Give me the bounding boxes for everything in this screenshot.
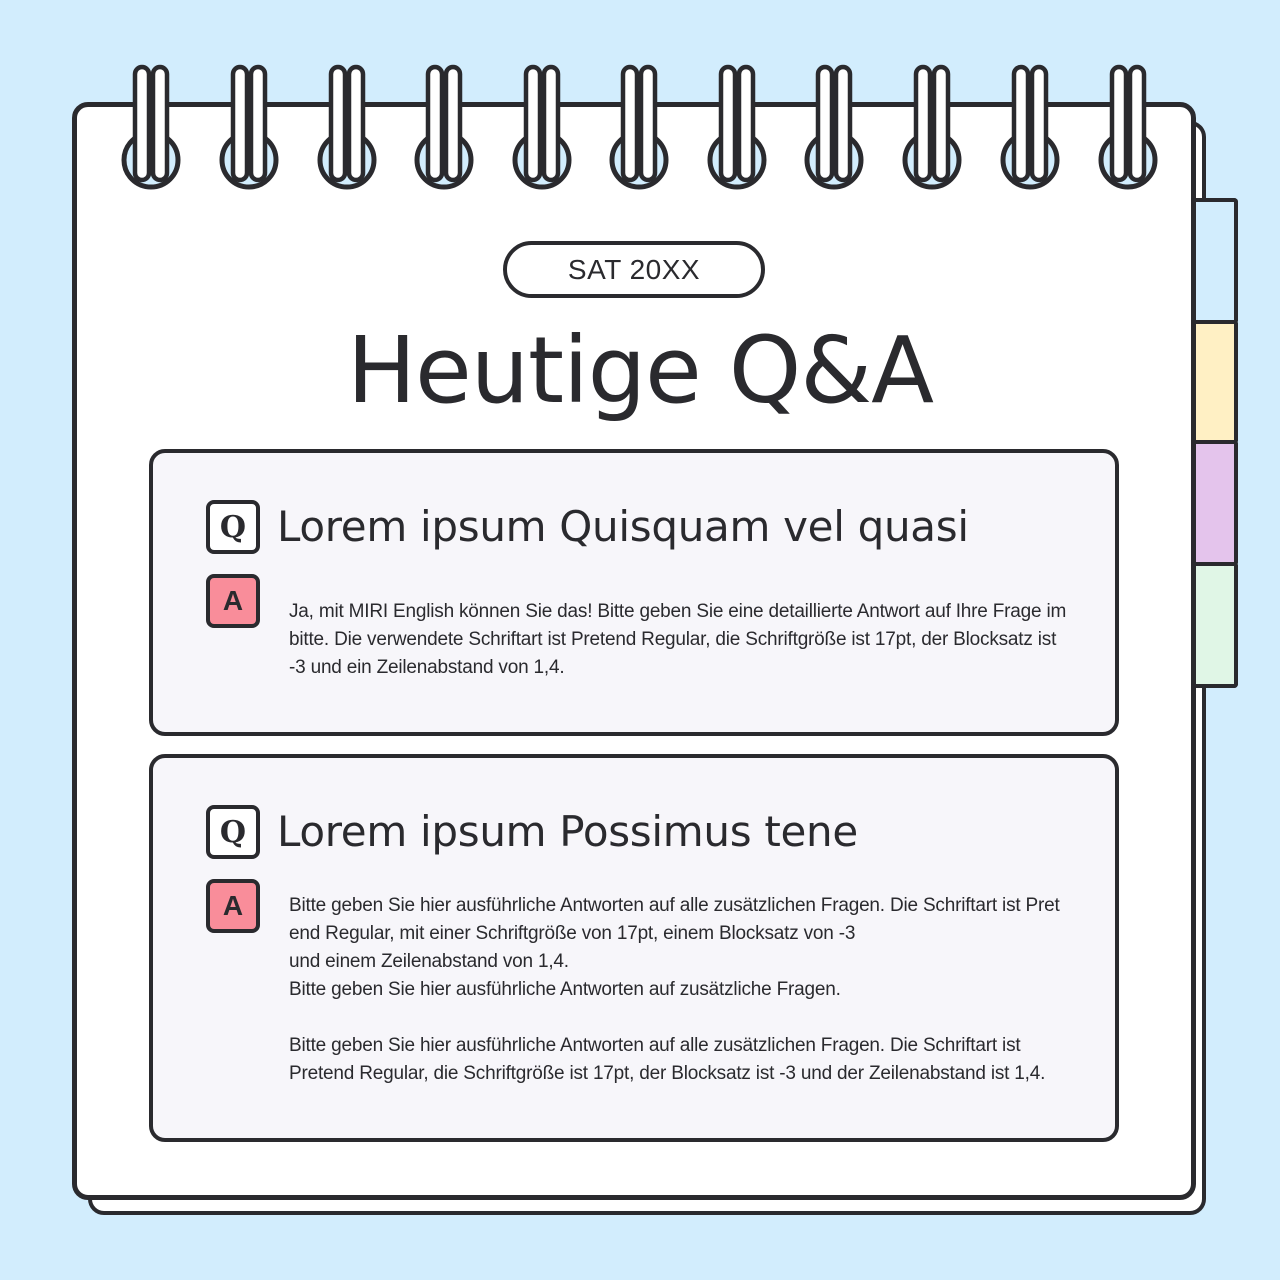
- index-tab-purple[interactable]: [1190, 440, 1238, 566]
- qa-card-1: [149, 449, 1119, 736]
- index-tab-green[interactable]: [1190, 562, 1238, 688]
- question-text: Lorem ipsum Quisquam vel quasi: [277, 502, 969, 551]
- answer-line: Bitte geben Sie hier ausführliche Antworten auf alle zusätzlichen Fragen. Die Schriftart ist Pret: [289, 895, 1060, 916]
- answer-badge: A: [206, 574, 260, 628]
- question-text: Lorem ipsum Possimus tene: [277, 807, 858, 856]
- date-pill: [503, 241, 765, 298]
- qa-card-2: [149, 754, 1119, 1142]
- answer-line: bitte. Die verwendete Schriftart ist Pretend Regular, die Schriftgröße ist 17pt, der Blocksatz ist: [289, 629, 1057, 650]
- answer-spacer: [289, 1004, 1089, 1032]
- date-label: SAT 20XX: [567, 253, 701, 285]
- index-tab-blue[interactable]: [1190, 198, 1238, 324]
- answer-line: -3 und ein Zeilenabstand von 1,4.: [289, 657, 565, 678]
- answer-text: [289, 892, 1089, 1088]
- answer-line: Ja, mit MIRI English können Sie das! Bitte geben Sie eine detaillierte Antwort auf Ihre Frage im: [289, 601, 1067, 622]
- answer-line: Bitte geben Sie hier ausführliche Antworten auf zusätzliche Fragen.: [289, 979, 841, 1000]
- question-badge: Q: [206, 805, 260, 859]
- question-badge: Q: [206, 500, 260, 554]
- answer-line: Bitte geben Sie hier ausführliche Antworten auf alle zusätzlichen Fragen. Die Schriftart ist: [289, 1035, 1021, 1056]
- answer-line: Pretend Regular, die Schriftgröße ist 17pt, der Blocksatz ist -3 und der Zeilenabstand ist 1,4.: [289, 1063, 1046, 1084]
- answer-line: und einem Zeilenabstand von 1,4.: [289, 951, 569, 972]
- answer-badge: A: [206, 879, 260, 933]
- page-title: Heutige Q&A: [346, 317, 934, 424]
- answer-text: [289, 598, 1089, 682]
- answer-line: end Regular, mit einer Schriftgröße von 17pt, einem Blocksatz von -3: [289, 923, 856, 944]
